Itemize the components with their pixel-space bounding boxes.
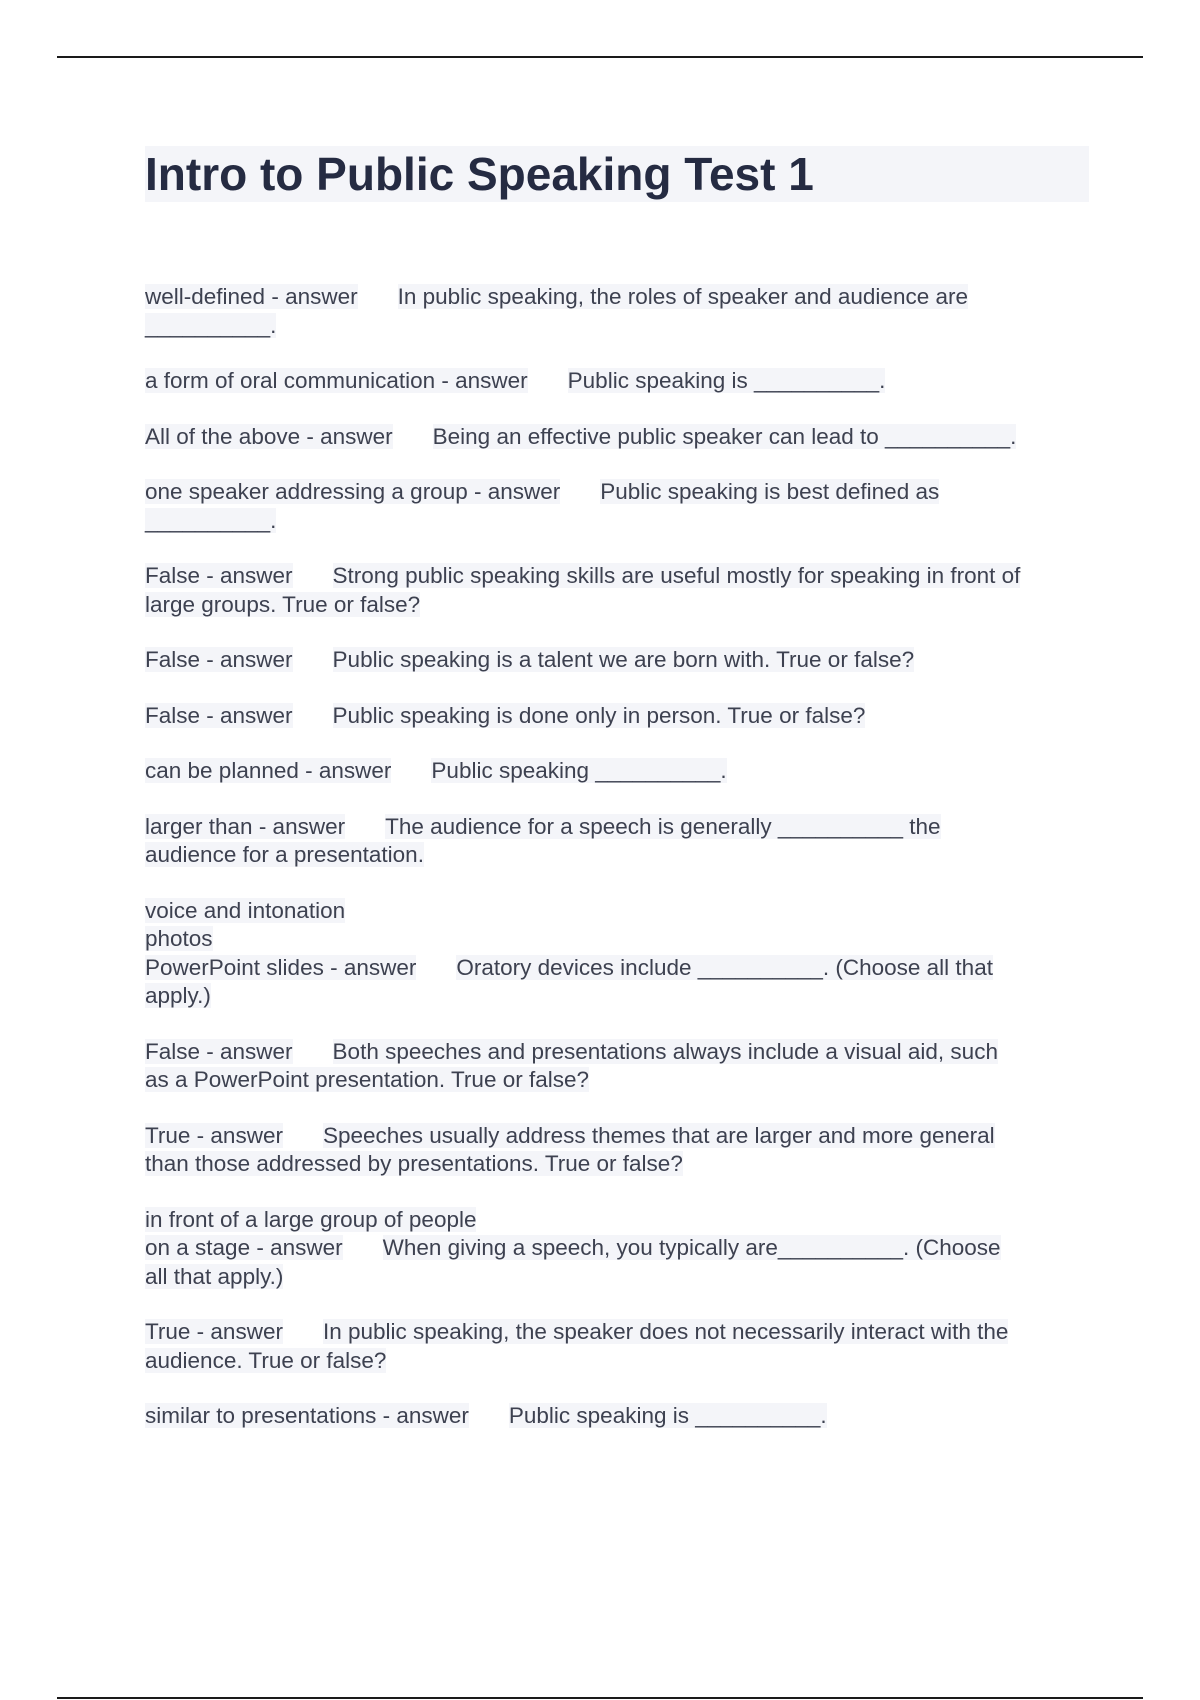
question-text: than those addressed by presentations. True or false? [145,1151,683,1176]
answer-text: larger than - answer [145,813,346,839]
bottom-rule [57,1697,1143,1699]
qa-item-13 [145,1206,1095,1292]
qa-list [145,283,1095,1458]
question-text: Public speaking is a talent we are born with. True or false? [332,647,915,672]
question-text: __________. [145,507,277,533]
question-text: audience. True or false? [145,1347,387,1373]
question-text: Public speaking __________. [431,758,727,783]
question-text: audience for a presentation. [145,842,424,867]
question-text: Public speaking is best defined as [600,479,940,504]
question-text: large groups. True or false? [145,591,421,617]
question-text: Both speeches and presentations always include a visual aid, such [332,1038,998,1064]
answer-text: photos [145,926,213,951]
answer-text: True - answer [145,1319,283,1344]
qa-item-8 [145,757,1095,786]
answer-text: False - answer [145,1038,293,1064]
qa-item-9 [145,813,1095,870]
answer-text: on a stage - answer [145,1235,343,1260]
question-text: all that apply.) [145,1263,284,1289]
question-text: as a PowerPoint presentation. True or false? [145,1067,590,1092]
question-text: Being an effective public speaker can lead to __________. [432,423,1017,449]
qa-item-5 [145,562,1095,619]
answer-text: in front of a large group of people [145,1206,477,1232]
top-rule [57,56,1143,58]
qa-item-4 [145,478,1095,535]
answer-text: well-defined - answer [145,284,358,309]
qa-item-10 [145,897,1095,1011]
question-text: When giving a speech, you typically are__________. (Choose [382,1235,1001,1260]
question-text: __________. [145,312,277,338]
qa-item-2 [145,367,1095,396]
qa-item-11 [145,1038,1095,1095]
answer-text: False - answer [145,702,293,728]
answer-text: False - answer [145,563,293,588]
question-text: Strong public speaking skills are useful mostly for speaking in front of [332,563,1021,588]
question-text: The audience for a speech is generally __________ the [385,813,941,839]
question-text: Public speaking is done only in person. True or false? [332,702,866,728]
qa-item-6 [145,646,1095,675]
question-text: Speeches usually address themes that are larger and more general [322,1122,995,1148]
answer-text: can be planned - answer [145,758,392,783]
qa-item-3 [145,423,1095,452]
question-text: Public speaking is __________. [508,1403,827,1428]
qa-item-7 [145,702,1095,731]
page-title: Intro to Public Speaking Test 1 [145,148,814,200]
question-text: In public speaking, the roles of speaker and audience are [397,284,968,309]
question-text: In public speaking, the speaker does not necessarily interact with the [322,1319,1009,1344]
question-text: apply.) [145,983,211,1008]
answer-text: similar to presentations - answer [145,1403,469,1428]
qa-item-14 [145,1318,1095,1375]
answer-text: voice and intonation [145,897,346,923]
question-text: Oratory devices include __________. (Choose all that [456,954,993,980]
question-text: Public speaking is __________. [567,368,886,393]
qa-item-1 [145,283,1095,340]
answer-text: All of the above - answer [145,423,393,449]
answer-text: True - answer [145,1122,283,1148]
qa-item-12 [145,1122,1095,1179]
answer-text: a form of oral communication - answer [145,368,528,393]
answer-text: False - answer [145,647,293,672]
qa-item-15 [145,1402,1095,1431]
answer-text: one speaker addressing a group - answer [145,479,561,504]
answer-text: PowerPoint slides - answer [145,954,417,980]
